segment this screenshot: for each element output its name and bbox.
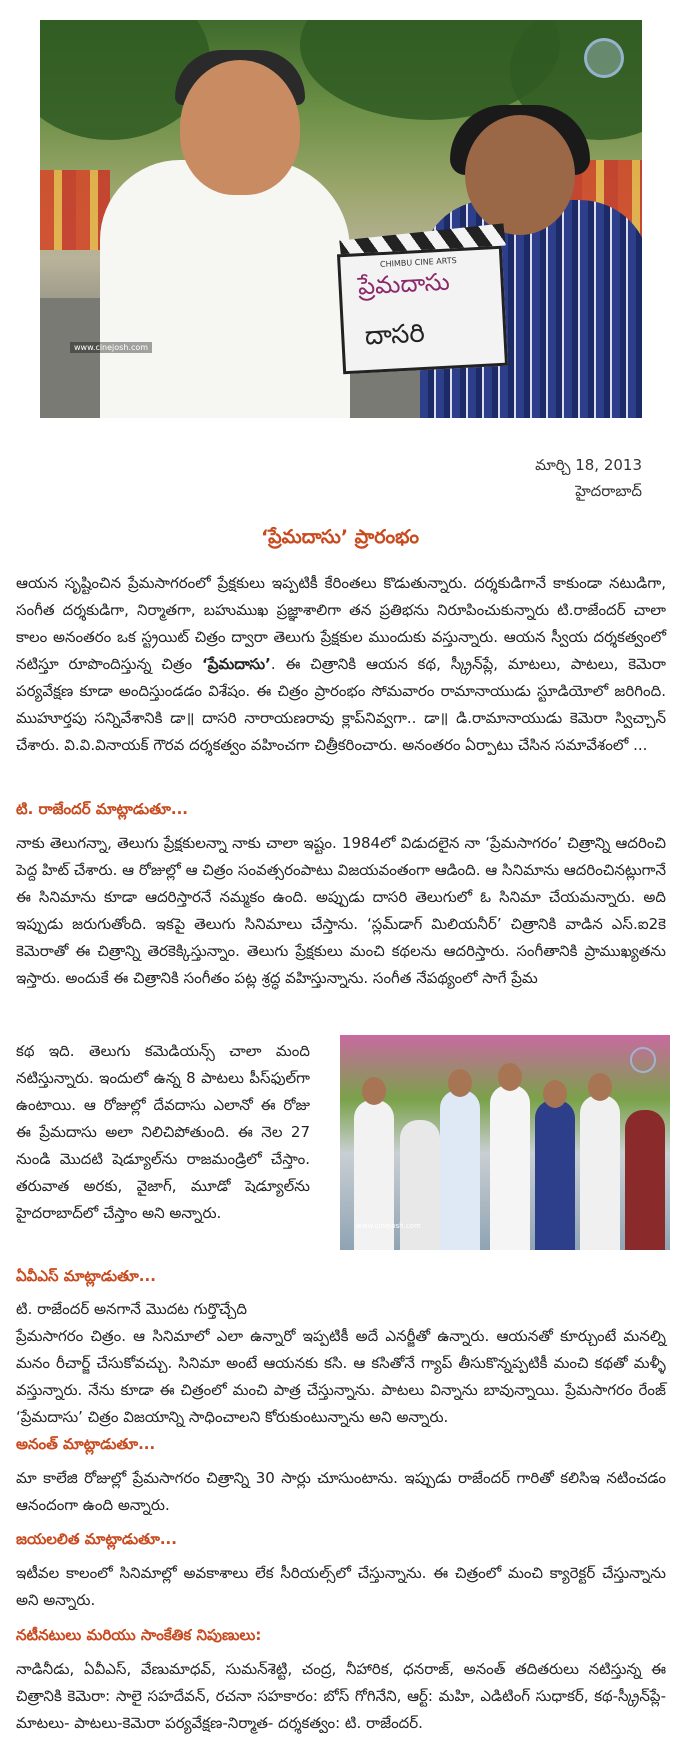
heading-avs: ఏవీఎస్ మాట్లాడుతూ... [16,1267,156,1285]
article-date: మార్చి 18, 2013 [535,456,642,474]
photo-watermark: www.cinejosh.com [70,342,152,353]
article-title: ‘ప్రేమదాసు’ ప్రారంభం [260,526,420,548]
photo-person [440,1090,480,1250]
person-left [100,160,350,418]
clapboard-title: ప్రేమదాసు [357,267,451,301]
heading-ananth: అనంత్ మాట్లాడుతూ... [16,1435,156,1453]
rajendar-paragraph-cont: కథ ఇది. తెలుగు కమెడియన్స్ చాలా మంది నటిస్తున్నారు. ఇందులో ఉన్న 8 పాటలు పీస్‌ఫుల్‌గా ఉంటాయి. ఆ రోజుల్లో దేవదాసు ఎలానో ఈ రోజు ఈ ప్రేమదాసు అలా నిలిచిపోతుంది. ఈ నెల 27 నుండి మొదటి షెడ్యూల్‌ను రాజమండ్రిలో చేస్తాం. తరువాత అరకు, వైజాగ్, మూడో షెడ్యూల్‌ను హైదరాబాద్‌లో చేస్తాం అని అన్నారు. [16,1042,310,1222]
photo-person [490,1085,530,1250]
person-right-head [465,115,575,235]
intro-text: ఆయన సృష్టించిన ప్రేమసాగరంలో ప్రేక్షకులు ఇప్పటికీ కేరింతలు కొడుతున్నారు. దర్శకుడిగానే కాకుండా నటుడిగా, సంగీత దర్శకుడిగా, నిర్మాతగా, బహుముఖ ప్రజ్ఞాశాలిగా తన ప్రతిభను నిరూపించుకున్నారు టి.రాజేందర్ చాలా కాలం అనంతరం ఒక స్ట్రయిట్ చిత్రం ద్వారా తెలుగు ప్రేక్షకుల ముందుకు వస్తున్నారు. ఆయన స్వీయ దర్శకత్వంలో నటిస్తూ రూపొందిస్తున్న చిత్రం [16,574,666,673]
event-group-photo [340,1035,670,1250]
photo-watermark: www.cinejosh.com [356,1222,421,1230]
clapboard-studio: CHIMBU CINE ARTS [379,255,457,270]
heading-jayalalitha: జయలలిత మాట్లాడుతూ... [16,1530,177,1548]
article-place: హైదరాబాద్ [575,482,642,500]
photo-person-head [543,1080,567,1108]
photo-person [580,1095,620,1250]
heading-rajendar: టి. రాజేందర్ మాట్లాడుతూ... [16,800,188,818]
photo-person-head [588,1073,612,1101]
ananth-paragraph: మా కాలేజి రోజుల్లో ప్రేమసాగరం చిత్రాన్ని 30 సార్లు చూసుంటాను. ఇప్పుడు రాజేందర్ గారితో కలిసిఇ నటించడం ఆనందంగా ఉంది అన్నారు. [16,1469,666,1514]
clapboard-signature: దాసరి [364,318,426,352]
photo-person-head [498,1063,522,1091]
photo-person-head [362,1077,386,1105]
hero-photo [40,20,642,418]
dateline [535,452,642,504]
rajendar-paragraph: నాకు తెలుగన్నా, తెలుగు ప్రేక్షకులన్నా నాకు చాలా ఇష్టం. 1984లో విడుదలైన నా ‘ప్రేమసాగరం’ చిత్రాన్ని ఆదరించి పెద్ద హిట్ చేశారు. ఆ రోజుల్లో ఆ చిత్రం సంవత్సరంపాటు విజయవంతంగా ఆడింది. ఆ సినిమాను ఆదరించినట్లుగానే ఈ సినిమాను కూడా ఆదరిస్తారనే నమ్మకం ఉంది. అప్పుడు దాసరి తెలుగులో ఓ సినిమా చేయమన్నారు. అది ఇప్పుడు జరుగుతోంది. ఇకపై తెలుగు సినిమాలు చేస్తాను. ‘స్లమ్‌డాగ్ మిలియనీర్’ చిత్రానికి వాడిన ఎస్.ఐ2కె కెమెరాతో ఈ చిత్రాన్ని తెరకెక్కిస్తున్నాం. తెలుగు ప్రేక్షకులు మంచి కథలను ఆదరిస్తారు. సంగీతానికి ప్రాముఖ్యతను ఇస్తారు. అందుకే ఈ చిత్రానికి సంగీతం పట్ల శ్రద్ధ వహిస్తున్నాను. సంగీత నేపథ్యంలో సాగే ప్రేమ [16,834,666,987]
photo-person-head [448,1069,472,1097]
cast-crew-paragraph: నాడినీడు, ఏవీఎస్, వేణుమాధవ్, సుమన్‌శెట్టి, చంద్ర, నీహారిక, ధనరాజ్, అనంత్ తదితరులు నటిస్తున్న ఈ చిత్రానికి కెమెరా: సాలై సహదేవన్, రచనా సహకారం: బోస్ గోగినేని, ఆర్ట్: మహి, ఎడిటింగ్ సుధాకర్, కథ-స్క్రీన్‌ప్లే-మాటలు- పాటలు-కెమెరా పర్యవేక్షణ-నిర్మాత- దర్శకత్వం: టి. రాజేందర్. [16,1660,666,1732]
site-logo-icon [630,1047,656,1073]
intro-paragraph [16,570,666,759]
photo-person [625,1110,665,1250]
avs-paragraph: ప్రేమసాగరం చిత్రం. ఆ సినిమాలో ఎలా ఉన్నారో ఇప్పటికీ అదే ఎనర్జీతో ఉన్నారు. ఆయనతో కూర్చుంటే మనల్ని మనం రీచార్జ్ చేసుకోవచ్చు. సినిమా అంటే ఆయనకు కసి. ఆ కసితోనే గ్యాప్ తీసుకొన్నప్పటికీ మంచి కథతో మళ్ళీ వస్తున్నారు. నేను కూడా ఈ చిత్రంలో మంచి పాత్ర చేస్తున్నాను. పాటలు విన్నాను బావున్నాయి. ప్రేమసాగరం రేంజ్ ‘ప్రేమదాసు’ చిత్రం విజయాన్ని సాధించాలని కోరుకుంటున్నాను అని అన్నారు. [16,1327,666,1426]
jayalalitha-paragraph: ఇటీవల కాలంలో సినిమాల్లో అవకాశాలు లేక సీరియల్స్‌లో చేస్తున్నాను. ఈ చిత్రంలో మంచి క్యారెక్టర్ చేస్తున్నాను అని అన్నారు. [16,1564,666,1609]
avs-paragraph-first: టి. రాజేందర్ అనగానే మొదట గుర్తొచ్చేది [16,1300,247,1318]
photo-person [535,1100,575,1250]
person-left-head [180,60,300,195]
intro-text-cont: . ఈ చిత్రానికి ఆయన కథ, స్క్రీన్‌ప్లే, మాటలు, పాటలు, కెమెరా పర్యవేక్షణ కూడా అందిస్తుండడం విశేషం. ఈ చిత్రం ప్రారంభం సోమవారం రామానాయుడు స్టూడియోలో జరిగింది. ముహూర్తపు సన్నివేశానికి డా॥ దాసరి నారాయణరావు క్లాప్‌నివ్వగా.. డా॥ డి.రామానాయుడు కెమెరా స్విచ్చాన్ చేశారు. వి.వి.వినాయక్ గౌరవ దర్శకత్వం వహించగా చిత్రీకరించారు. అనంతరం ఏర్పాటు చేసిన సమావేశంలో ... [16,655,666,754]
intro-film-title: ‘ప్రేమదాసు’ [202,655,271,673]
site-logo-icon [584,38,624,78]
heading-cast-crew: నటీనటులు మరియు సాంకేతిక నిపుణులు: [16,1626,262,1644]
photo-person [400,1120,440,1250]
